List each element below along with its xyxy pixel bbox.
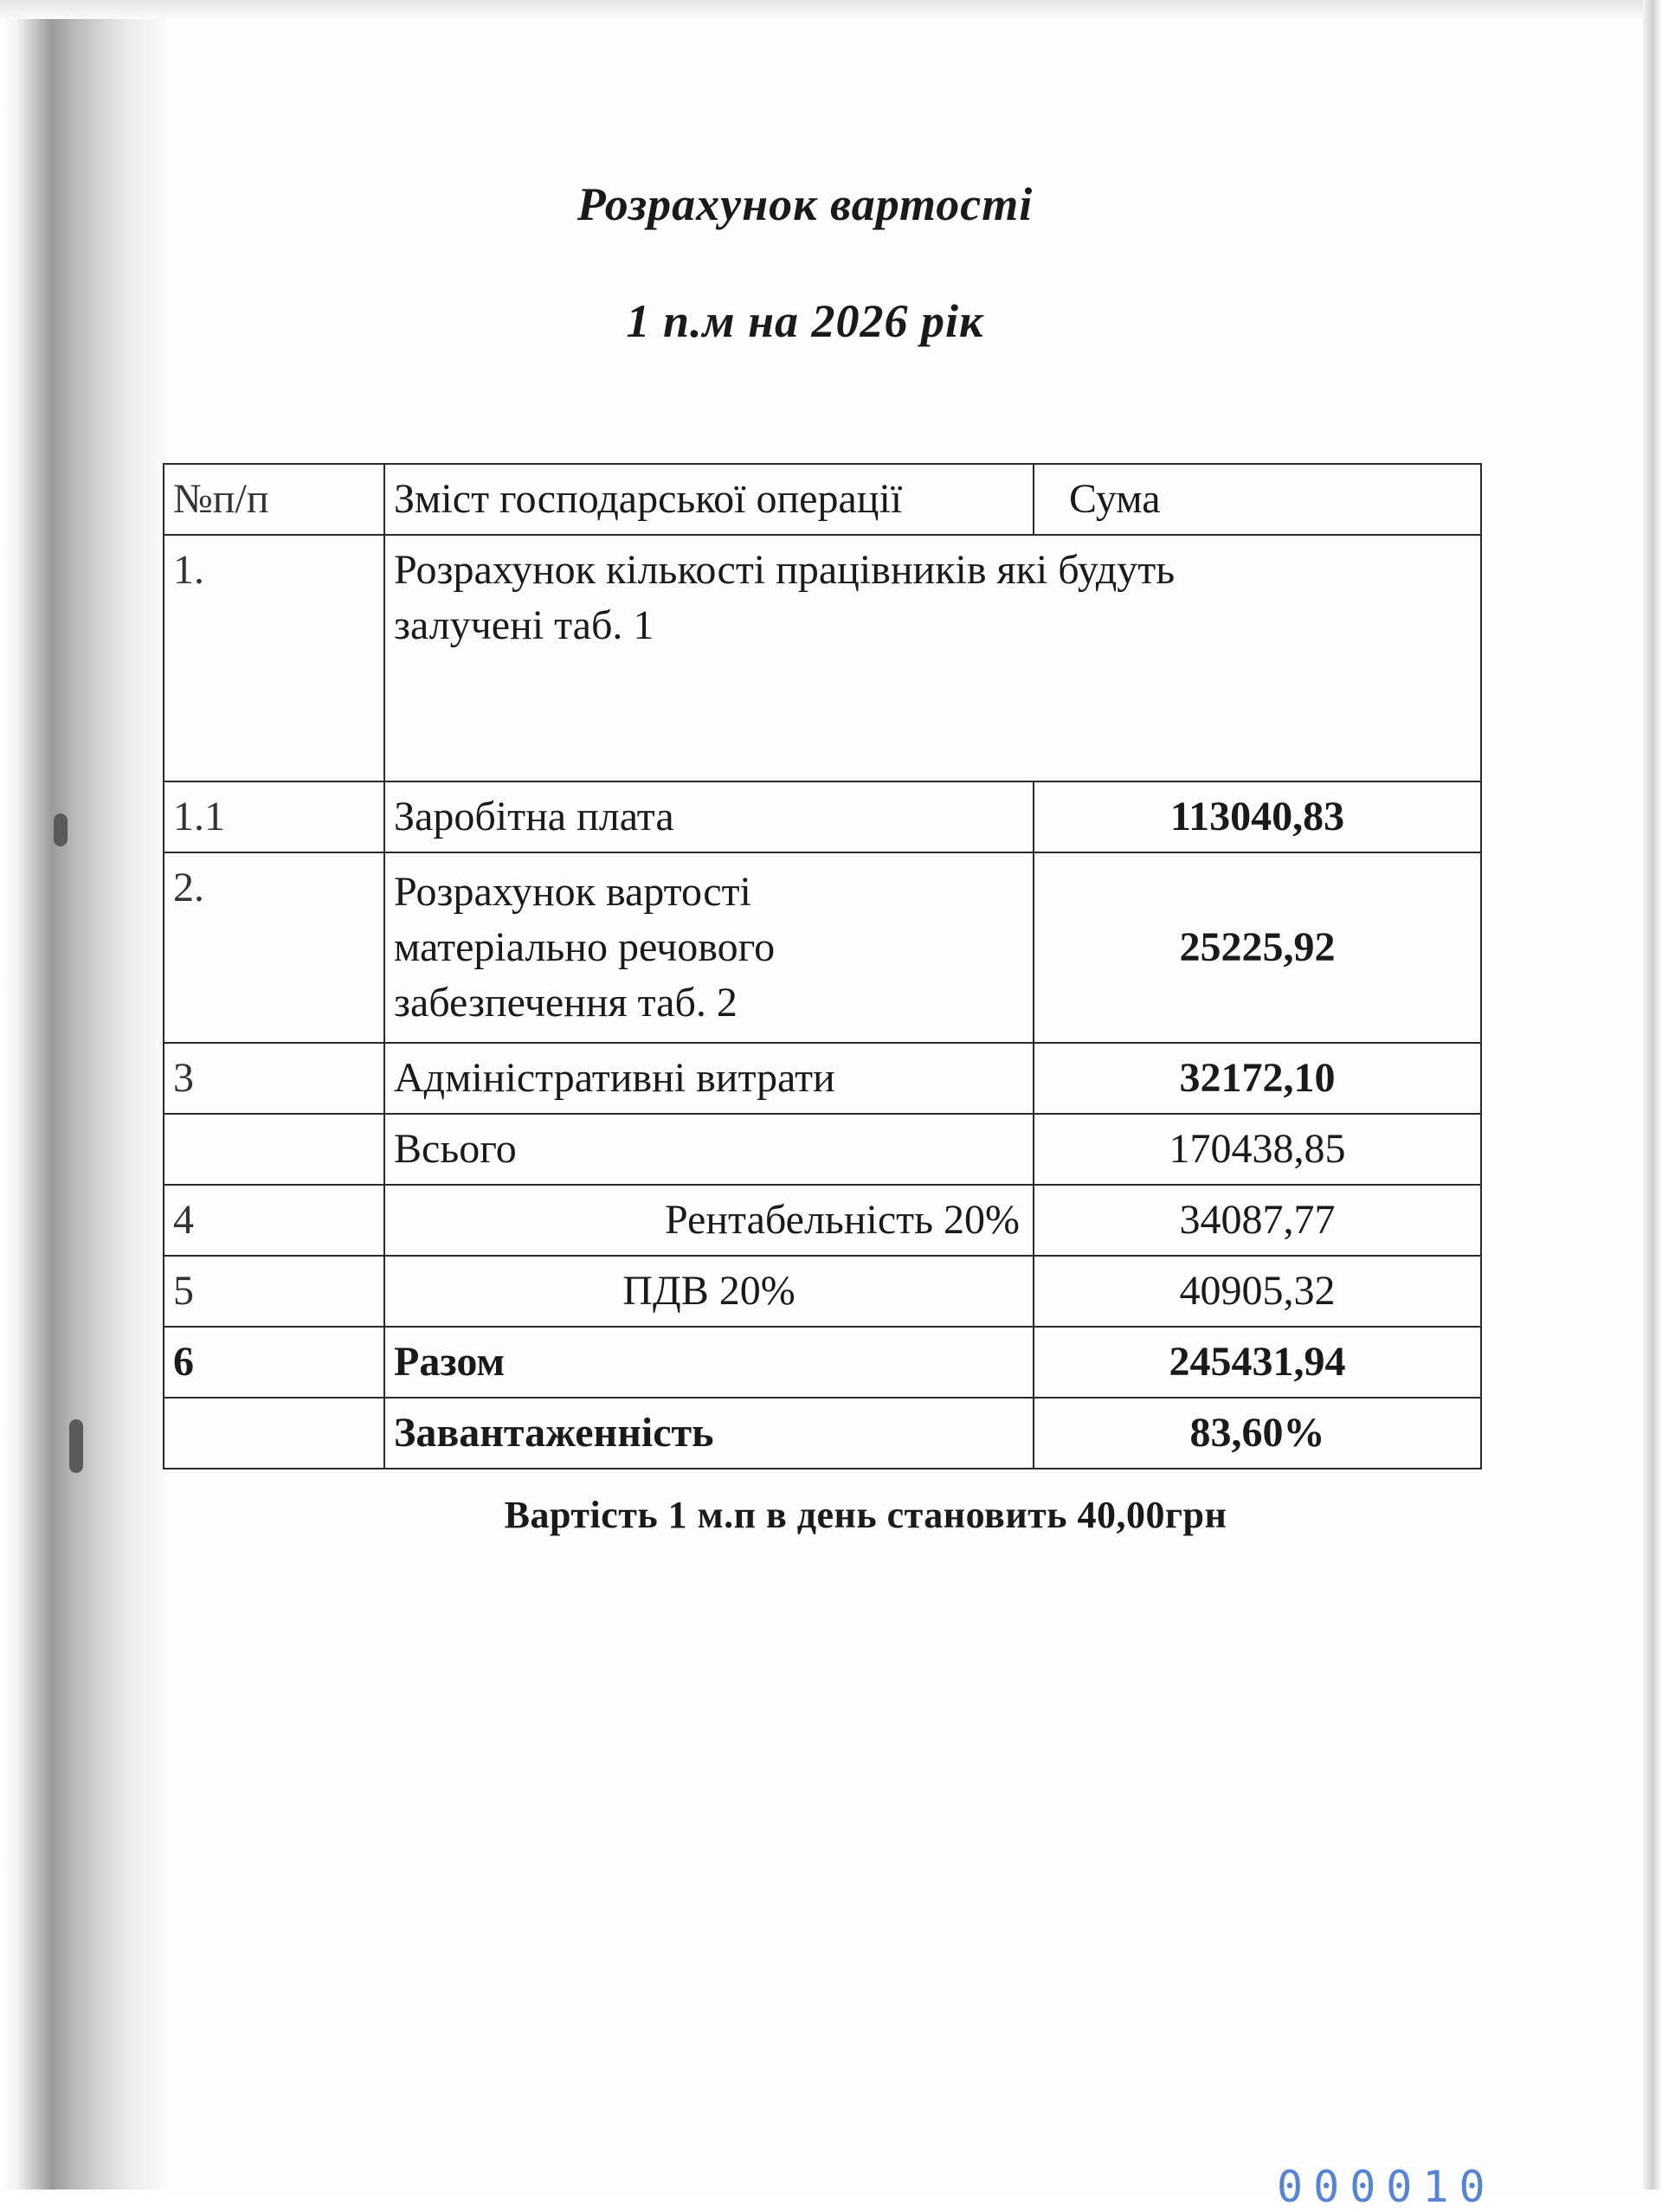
document-title: Розрахунок вартості — [577, 178, 1034, 230]
table-row — [164, 1398, 1481, 1469]
row-content: Всього — [384, 1114, 1034, 1185]
document-subtitle: 1 п.м на 2026 рік — [626, 295, 984, 347]
row-num: 6 — [164, 1327, 384, 1398]
row-num — [164, 1114, 384, 1185]
row-sum: 170438,85 — [1034, 1114, 1481, 1185]
row-num: 1. — [164, 535, 384, 781]
row-sum: 34087,77 — [1034, 1185, 1481, 1256]
table-row — [164, 852, 1481, 1043]
row-content: Розрахунок кількості працівників які будуть залучені таб. 1 — [384, 535, 1481, 781]
right-edge — [1643, 0, 1662, 2209]
table-row — [164, 1114, 1481, 1185]
row-num: 2. — [164, 852, 384, 1043]
binding-hole-mark — [69, 1419, 83, 1473]
row-num: 5 — [164, 1256, 384, 1327]
row-sum: 113040,83 — [1034, 781, 1481, 852]
table-row — [164, 781, 1481, 852]
row-sum: 83,60% — [1034, 1398, 1481, 1469]
table-row — [164, 1256, 1481, 1327]
header-sum: Сума — [1034, 464, 1481, 535]
header-num: №п/п — [164, 464, 384, 535]
table-header-row — [164, 464, 1481, 535]
binding-hole-mark — [54, 813, 68, 846]
row-num: 3 — [164, 1043, 384, 1114]
row-num — [164, 1398, 384, 1469]
table-row — [164, 1185, 1481, 1256]
row-content: Разом — [384, 1327, 1034, 1398]
cost-calculation-table — [163, 463, 1482, 1469]
table-row — [164, 1327, 1481, 1398]
row-num: 4 — [164, 1185, 384, 1256]
row-content: Рентабельність 20% — [384, 1185, 1034, 1256]
page-stamp-number: 000010 — [1277, 2162, 1496, 2212]
row-sum: 25225,92 — [1034, 852, 1481, 1043]
row-sum: 32172,10 — [1034, 1043, 1481, 1114]
table-row — [164, 1043, 1481, 1114]
header-content: Зміст господарської операції — [384, 464, 1034, 535]
row-content: Заробітна плата — [384, 781, 1034, 852]
row-sum: 40905,32 — [1034, 1256, 1481, 1327]
row-content: Завантаженність — [384, 1398, 1034, 1469]
daily-cost-note: Вартість 1 м.п в день становить 40,00грн — [504, 1494, 1227, 1536]
top-shadow — [0, 0, 1662, 19]
row-content: Адміністративні витрати — [384, 1043, 1034, 1114]
row-content: ПДВ 20% — [384, 1256, 1034, 1327]
table-row — [164, 535, 1481, 781]
row-content: Розрахунок вартості матеріально речового забезпечення таб. 2 — [384, 852, 1034, 1043]
row-sum: 245431,94 — [1034, 1327, 1481, 1398]
row-num: 1.1 — [164, 781, 384, 852]
